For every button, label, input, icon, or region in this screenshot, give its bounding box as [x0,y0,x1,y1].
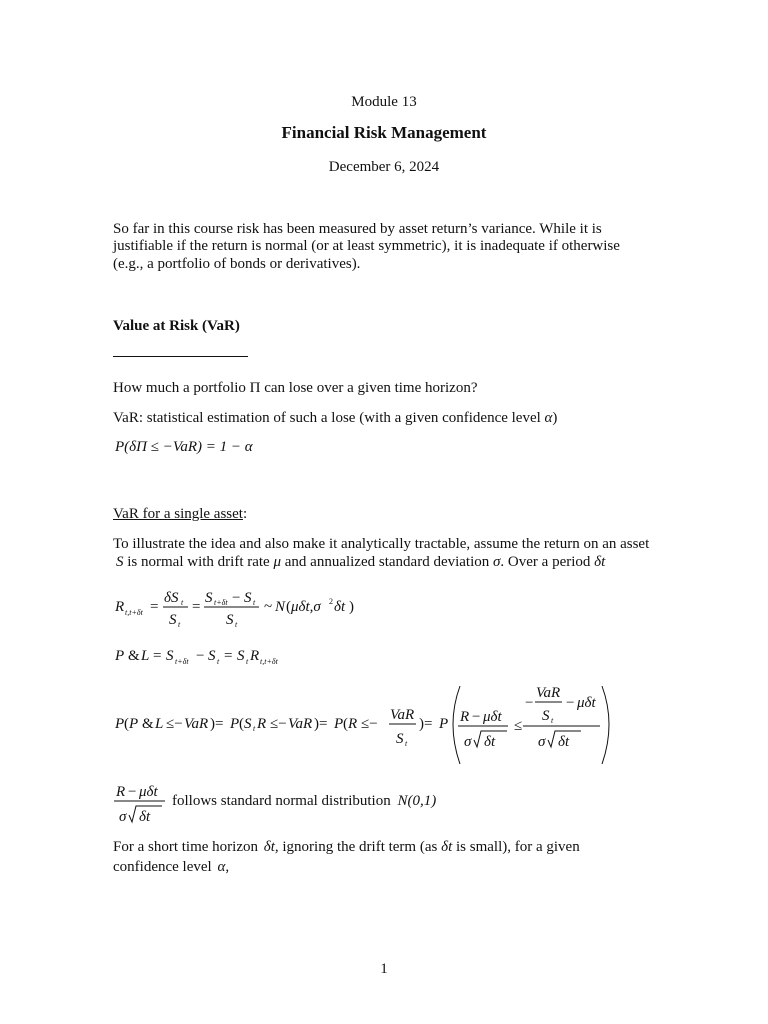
single-asset-heading-line [113,504,247,524]
svg-text:−: − [232,590,241,606]
svg-text:P: P [439,716,449,732]
svg-text:t: t [235,620,238,629]
svg-text:t+δt: t+δt [175,657,189,666]
svg-text:)=: )= [314,716,328,732]
svg-text:S: S [244,716,252,732]
svg-text:S: S [226,612,234,628]
svg-text:L: L [141,648,150,664]
svg-text:~: ~ [264,599,273,615]
date: December 6, 2024 [328,159,440,175]
intro-line-2: justifiable if the return is normal (or at least symmetric), it is inadequate if otherwise [113,238,620,254]
svg-text:S: S [244,590,252,606]
single-asset-line-1: To illustrate the idea and also make it analytically tractable, assume the return on an asset [113,536,650,552]
pl-equation [110,643,310,669]
svg-text:δS: δS [164,590,179,606]
svg-text:−: − [196,648,205,664]
delta-t-symbol-3: δt [441,839,453,855]
var-heading: Value at Risk (VaR) [113,318,240,334]
svg-text:)=: )= [210,716,224,732]
svg-text:S: S [169,612,177,628]
text-annualized-sd: and annualized standard deviation [284,554,490,570]
heading-rule [113,356,248,357]
svg-text:t: t [253,598,256,607]
short-horizon-line-2 [113,857,229,877]
svg-text:R: R [116,784,126,800]
delta-t-symbol-2: δt [263,839,275,855]
svg-text:P: P [334,716,344,732]
standardized-return-fraction [110,780,170,826]
svg-text:(: ( [286,599,291,615]
svg-text:δt: δt [484,734,496,750]
module-label: Module 13 [351,94,417,110]
svg-text:t: t [405,739,408,748]
svg-text:−: − [128,784,137,800]
question-line [113,378,478,398]
svg-text:R: R [460,709,470,725]
alpha-symbol: α [544,410,553,426]
svg-text:t+δt: t+δt [214,598,228,607]
svg-text:S: S [237,648,245,664]
svg-text:=: = [153,648,162,664]
svg-text:=: = [224,648,233,664]
intro-line-3: (e.g., a portfolio of bonds or derivatives). [113,256,361,272]
svg-text:t: t [253,724,256,733]
svg-text:N: N [275,599,286,615]
svg-text:P: P [129,716,139,732]
svg-text:δt: δt [558,734,570,750]
svg-text:−: − [472,709,481,725]
page-number: 1 [380,961,388,977]
intro-line-1: So far in this course risk has been measured by asset return’s variance. While it is [113,221,602,237]
svg-text:t: t [217,657,220,666]
question-post: can lose over a given time horizon? [264,380,478,396]
text-confidence-level: confidence level [113,859,212,875]
svg-text:P: P [115,716,125,732]
alpha-symbol-2: α [217,859,226,875]
svg-text:t: t [551,716,554,725]
svg-text:≤−: ≤− [361,716,378,732]
svg-text:L: L [155,716,164,732]
svg-text:δt: δt [139,809,151,825]
svg-text:R: R [257,716,267,732]
svg-text:σ: σ [538,734,546,750]
svg-text:S: S [166,648,174,664]
svg-text:−: − [525,695,534,711]
probability-equation [110,680,620,770]
svg-text:(: ( [343,716,348,732]
portfolio-symbol: Π [249,380,261,396]
text-comma: , [225,859,230,875]
text-over-period: . Over a period [500,554,591,570]
svg-text:S: S [208,648,216,664]
svg-text:μδt: μδt [483,709,502,725]
svg-text:(: ( [124,716,129,732]
svg-text:t: t [181,598,184,607]
definition-line [113,408,557,428]
svg-text:=: = [150,599,159,615]
svg-text:&: & [142,716,154,732]
svg-text:&: & [128,648,140,664]
definition-post: ) [552,410,558,426]
svg-text:(: ( [239,716,244,732]
svg-text:): ) [349,599,354,615]
svg-text:P: P [115,648,125,664]
asset-symbol: S [116,554,124,570]
mu-symbol: μ [273,554,281,570]
svg-text:S: S [542,708,550,724]
delta-t-symbol: δt [594,554,606,570]
svg-text:δt: δt [334,599,346,615]
var-equation: P(δΠ ≤ −VaR) = 1 − α [115,439,253,455]
text-is-small: is small), for a given [455,839,580,855]
svg-text:=: = [192,599,201,615]
question-pre: How much a portfolio [113,380,246,396]
standard-normal-symbol: N(0,1) [397,793,437,809]
svg-text:t,t+δt: t,t+δt [125,608,143,617]
svg-text:VaR: VaR [184,716,209,732]
svg-text:VaR: VaR [536,685,561,701]
text-ignoring-drift: , ignoring the drift term (as [274,839,438,855]
page-title: Financial Risk Management [281,123,487,142]
follows-text: follows standard normal distribution [172,793,391,809]
svg-text:t,t+δt: t,t+δt [260,657,278,666]
svg-text:VaR: VaR [390,707,415,723]
svg-text:2: 2 [329,597,333,606]
follows-line [172,791,436,811]
svg-text:σ: σ [119,809,127,825]
definition-pre: VaR: statistical estimation of such a lose (with a given confidence level [113,410,541,426]
short-horizon-line-1 [113,837,580,857]
text-normal-drift: is normal with drift rate [127,554,270,570]
single-asset-heading-colon: : [242,506,248,522]
svg-text:R: R [250,648,260,664]
svg-text:t: t [246,657,249,666]
svg-text:≤−: ≤− [270,716,287,732]
svg-text:P: P [230,716,240,732]
return-equation [110,584,370,630]
svg-text:S: S [205,590,213,606]
svg-text:S: S [396,731,404,747]
svg-text:μδt: μδt [577,695,596,711]
svg-text:R: R [115,599,125,615]
svg-text:≤−: ≤− [166,716,183,732]
text-short-horizon: For a short time horizon [113,839,258,855]
svg-text:≤: ≤ [514,718,523,734]
single-asset-line-2 [113,552,605,572]
svg-text:μδt,σ: μδt,σ [291,599,321,615]
sigma-symbol: σ [493,554,501,570]
single-asset-heading: VaR for a single asset [113,506,243,522]
svg-text:)=: )= [419,716,433,732]
svg-text:VaR: VaR [288,716,313,732]
svg-text:R: R [348,716,358,732]
svg-text:σ: σ [464,734,472,750]
svg-text:−: − [566,695,575,711]
svg-text:t: t [178,620,181,629]
svg-text:μδt: μδt [139,784,158,800]
